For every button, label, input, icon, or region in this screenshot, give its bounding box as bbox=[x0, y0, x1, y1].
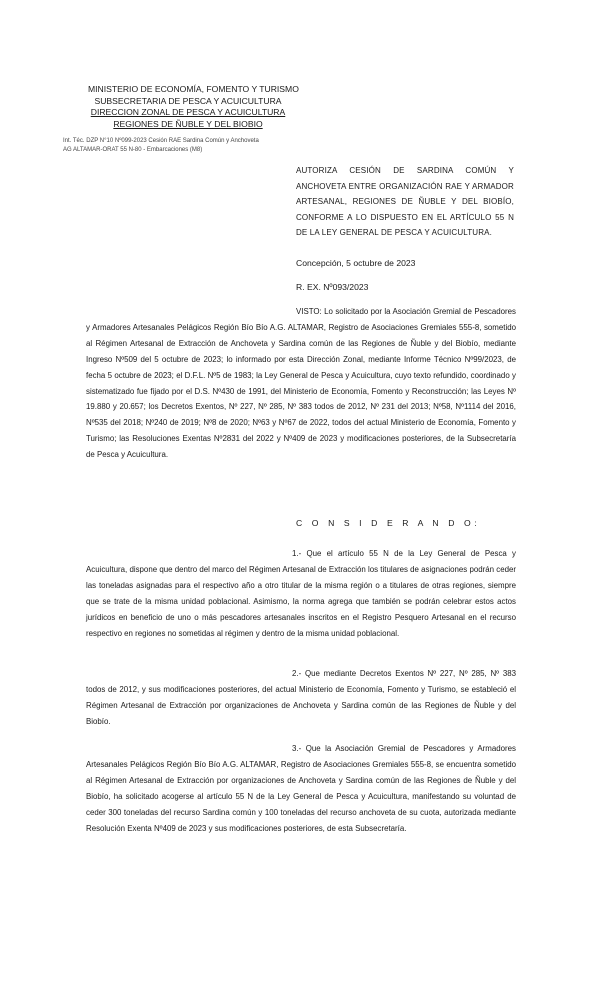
reference-line-1: Int. Téc. DZP N°10 Nº099-2023 Cesión RAE Sardina Común y Anchoveta bbox=[63, 138, 259, 144]
reference-line-2: AG ALTAMAR-ORAT 55 N-80 - Embarcaciones (M8) bbox=[63, 147, 203, 153]
item-number: 1.- bbox=[292, 549, 302, 558]
item-text: Que la Asociación Gremial de Pescadores y Armadores Artesanales Pelágicos Región Bío Bío A.G. ALTAMAR, Registro de Asociaciones Gremiales 555-8, se encuentra sometido al Régimen Artesanal de Extracción por organizaciones de Anchoveta y Sardina común de las Regiones de Ñuble y del Biobío, ha solicitado acogerse al artículo 55 N de la Ley General de Pesca y Acuicultura, manifestando su voluntad de ceder 300 toneladas del recurso Sardina común y 100 toneladas del recurso anchoveta de su cuota, autorizada mediante Resolución Exenta Nº409 de 2023 y sus modificaciones posteriores, de esta Subsecretaría. bbox=[86, 744, 516, 833]
place-date: Concepción, 5 octubre de 2023 bbox=[296, 258, 416, 268]
resolution-subject: AUTORIZA CESIÓN DE SARDINA COMÚN Y ANCHOVETA ENTRE ORGANIZACIÓN RAE Y ARMADOR ARTESANAL, REGIONES DE ÑUBLE Y DEL BIOBÍO, CONFORME A LO DISPUESTO EN EL ARTÍCULO 55 N DE LA LEY GENERAL DE PESCA Y ACUICULTURA. bbox=[296, 166, 514, 238]
considerando-item-1 bbox=[86, 546, 516, 641]
ministry-name: MINISTERIO DE ECONOMÍA, FOMENTO Y TURISMO bbox=[88, 84, 299, 94]
zonal-direction-name: DIRECCION ZONAL DE PESCA Y ACUICULTURA bbox=[90, 107, 286, 118]
item-text: Que el artículo 55 N de la Ley General de Pesca y Acuicultura, dispone que dentro del marco del Régimen Artesanal de Extracción los titulares de asignaciones podrán ceder las toneladas asignadas para el respectivo año a otro titular de la misma región o a titulares de otras regiones, siempre que se trate de la misma unidad poblacional. Asimismo, la norma agrega que también se podrán celebrar estos actos jurídicos en beneficio de uno o más pescadores artesanales inscritos en el Registro Pesquero Artesanal en el recurso respectivo en regiones no sometidas al régimen y dentro de la misma unidad poblacional. bbox=[86, 549, 516, 638]
item-text: Que mediante Decretos Exentos Nº 227, Nº 285, Nº 383 todos de 2012, y sus modificaciones posteriores, del actual Ministerio de Economía, Fomento y Turismo, se estableció el Régimen Artesanal de Extracción por organizaciones de Anchoveta y Sardina común de las Regiones de Ñuble y del Biobío. bbox=[86, 669, 517, 726]
subsecretariat-name: SUBSECRETARIA DE PESCA Y ACUICULTURA bbox=[94, 95, 282, 106]
visto-label: VISTO: bbox=[296, 307, 322, 316]
resolution-number: R. EX. Nº093/2023 bbox=[296, 282, 369, 292]
item-number: 3.- bbox=[292, 744, 302, 753]
considerando-heading: C O N S I D E R A N D O: bbox=[296, 518, 481, 528]
visto-text: Lo solicitado por la Asociación Gremial de Pescadores y Armadores Artesanales Pelágicos Región Bío Bío A.G. ALTAMAR, Registro de Asociaciones Gremiales 555-8, sometido al Régimen Artesanal de Extracción de Anchoveta y Sardina común de las Regiones de Ñuble y del Biobío, mediante Ingreso Nº509 del 5 octubre de 2023; lo informado por esta Dirección Zonal, mediante Informe Técnico Nº99/2023, de fecha 5 octubre de 2023; el D.F.L. Nº5 de 1983; la Ley General de Pesca y Acuicultura, cuyo texto refundido, coordinado y sistematizado fue fijado por el D.S. Nº430 de 1991, del Ministerio de Economía, Fomento y Reconstrucción; las Leyes Nº 19.880 y 20.657; los Decretos Exentos, Nº 227, Nº 285, Nº 383 todos de 2012, Nº 231 del 2013; Nº58, Nº1114 del 2016, Nº535 del 2018; Nº240 de 2019; Nº8 de 2020; Nº63 y Nº67 de 2022, todos del actual Ministerio de Economía, Fomento y Turismo; las Resoluciones Exentas Nº2831 del 2022 y Nº409 de 2023 y modificaciones posteriores, de la Subsecretaría de Pesca y Acuicultura. bbox=[86, 307, 516, 460]
letterhead bbox=[88, 84, 299, 130]
regions-name: REGIONES DE ÑUBLE Y DEL BIOBIO bbox=[113, 118, 263, 129]
reference-block bbox=[63, 137, 303, 155]
considerando-item-2 bbox=[86, 666, 516, 730]
considerando-item-3 bbox=[86, 741, 516, 836]
item-number: 2.- bbox=[292, 669, 302, 678]
visto-paragraph bbox=[86, 304, 516, 463]
